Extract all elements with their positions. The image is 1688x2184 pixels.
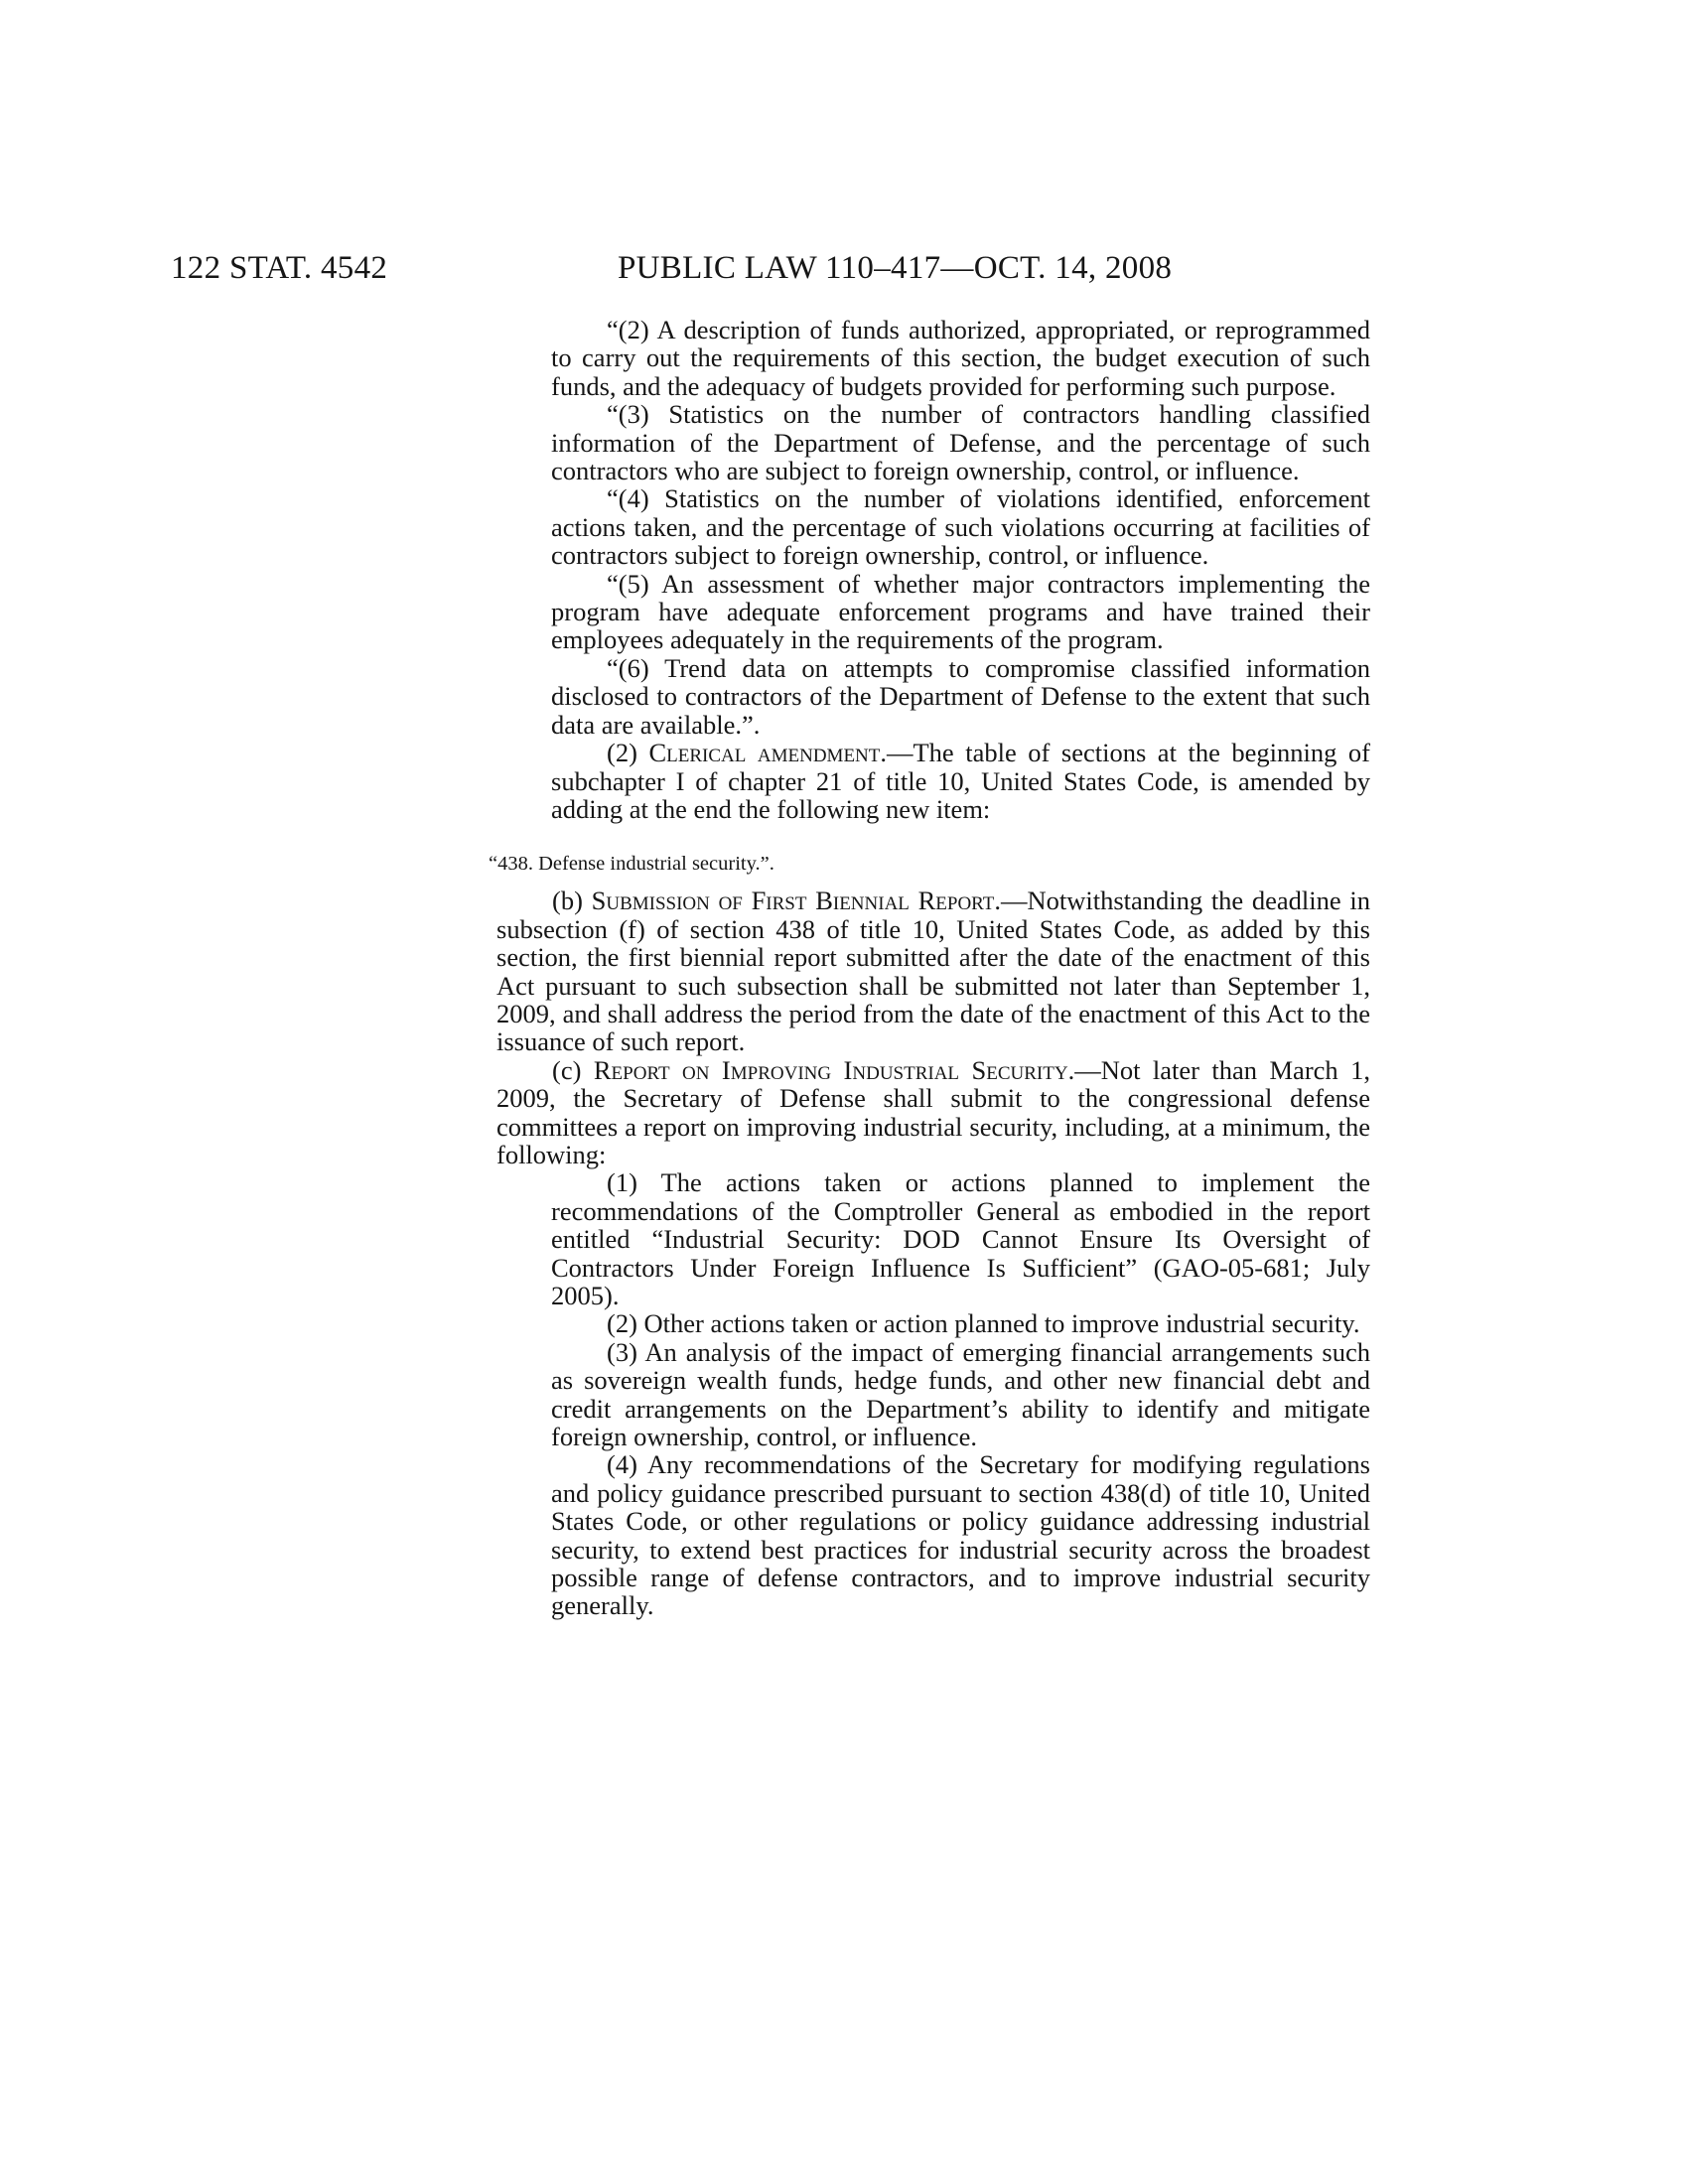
statute-body (489, 315, 1370, 1621)
public-law-title: PUBLIC LAW 110–417—OCT. 14, 2008 (618, 250, 1173, 286)
subsection-b-heading: Submission of First Biennial Report (591, 886, 995, 916)
paragraph-c2-other-actions: (2) Other actions taken or action planned to improve industrial security. (607, 1308, 1360, 1339)
subsection-c-text: .—Not later than March 1, 2009, the Secretary of Defense shall submit to the congressional defense committees a report on improving industrial security, including, at a minimum, the following: (496, 1054, 1370, 1169)
paragraph-report-assessment: “(5) An assessment of whether major contractors implementing the program have adequate enforcement programs and have trained their employees adequately in the requirements of the program. (551, 568, 1370, 655)
paragraph-c4-recommendations: (4) Any recommendations of the Secretary for modifying regulations and policy guidance prescribed pursuant to section 438(d) of title 10, United States Code, or other regulations or policy guidance addressing industrial security, to extend best practices for industrial security across the broadest possible range of defense contractors, and to improve industrial security generally. (551, 1449, 1370, 1621)
subsection-c-number: (c) (552, 1054, 594, 1085)
paragraph-report-funds: “(2) A description of funds authorized, appropriated, or reprogrammed to carry out the requirements of this section, the budget execution of such funds, and the adequacy of budgets provided for performing such purpose. (551, 315, 1370, 401)
clerical-amendment-number: (2) (607, 738, 649, 768)
paragraph-report-statistics-violations: “(4) Statistics on the number of violations identified, enforcement actions taken, and the percentage of such violations occurring at facilities of contractors subject to foreign ownership, control, or influence. (551, 483, 1370, 571)
paragraph-report-statistics-contractors: “(3) Statistics on the number of contractors handling classified information of the Department of Defense, and the percentage of such contractors who are subject to foreign ownership, control, or influence. (551, 399, 1370, 486)
paragraph-clerical-amendment (496, 739, 1370, 823)
clerical-amendment-text: .—The table of sections at the beginning of subchapter I of chapter 21 of title 10, United States Code, is amended by adding at the end the following new item: (551, 738, 1370, 824)
subsection-c (496, 1056, 1370, 1169)
running-head (171, 248, 1362, 288)
subsection-c-heading: Report on Improving Industrial Security (593, 1054, 1068, 1085)
clerical-amendment-heading: Clerical amendment (648, 738, 881, 768)
page-number: 122 STAT. 4542 (171, 250, 388, 286)
table-of-sections-item: “438. Defense industrial security.”. (489, 853, 774, 876)
subsection-b (496, 887, 1370, 1055)
subsection-b-number: (b) (552, 886, 592, 916)
paragraph-report-trend-data: “(6) Trend data on attempts to compromise classified information disclosed to contractors of the Department of Defense to the extent that such data are available.”. (551, 652, 1370, 740)
paragraph-c3-analysis: (3) An analysis of the impact of emerging financial arrangements such as sovereign wealth funds, hedge funds, and other new financial debt and credit arrangements on the Department’s ability to identify and mitigate foreign ownership, control, or influence. (551, 1336, 1370, 1452)
subsection-b-text: .—Notwithstanding the deadline in subsection (f) of section 438 of title 10, United States Code, as added by this section, the first biennial report submitted after the date of the enactment of this Act pursuant to such subsection shall be submitted not later than September 1, 2009, and shall address the period from the date of the enactment of this Act to the issuance of such report. (496, 886, 1370, 1057)
paragraph-c1-actions: (1) The actions taken or actions planned to implement the recommendations of the Comptroller General as embodied in the report entitled “Industrial Security: DOD Cannot Ensure Its Oversight of Contractors Under Foreign Influence Is Sufficient” (GAO-05-681; July 2005). (551, 1167, 1370, 1310)
